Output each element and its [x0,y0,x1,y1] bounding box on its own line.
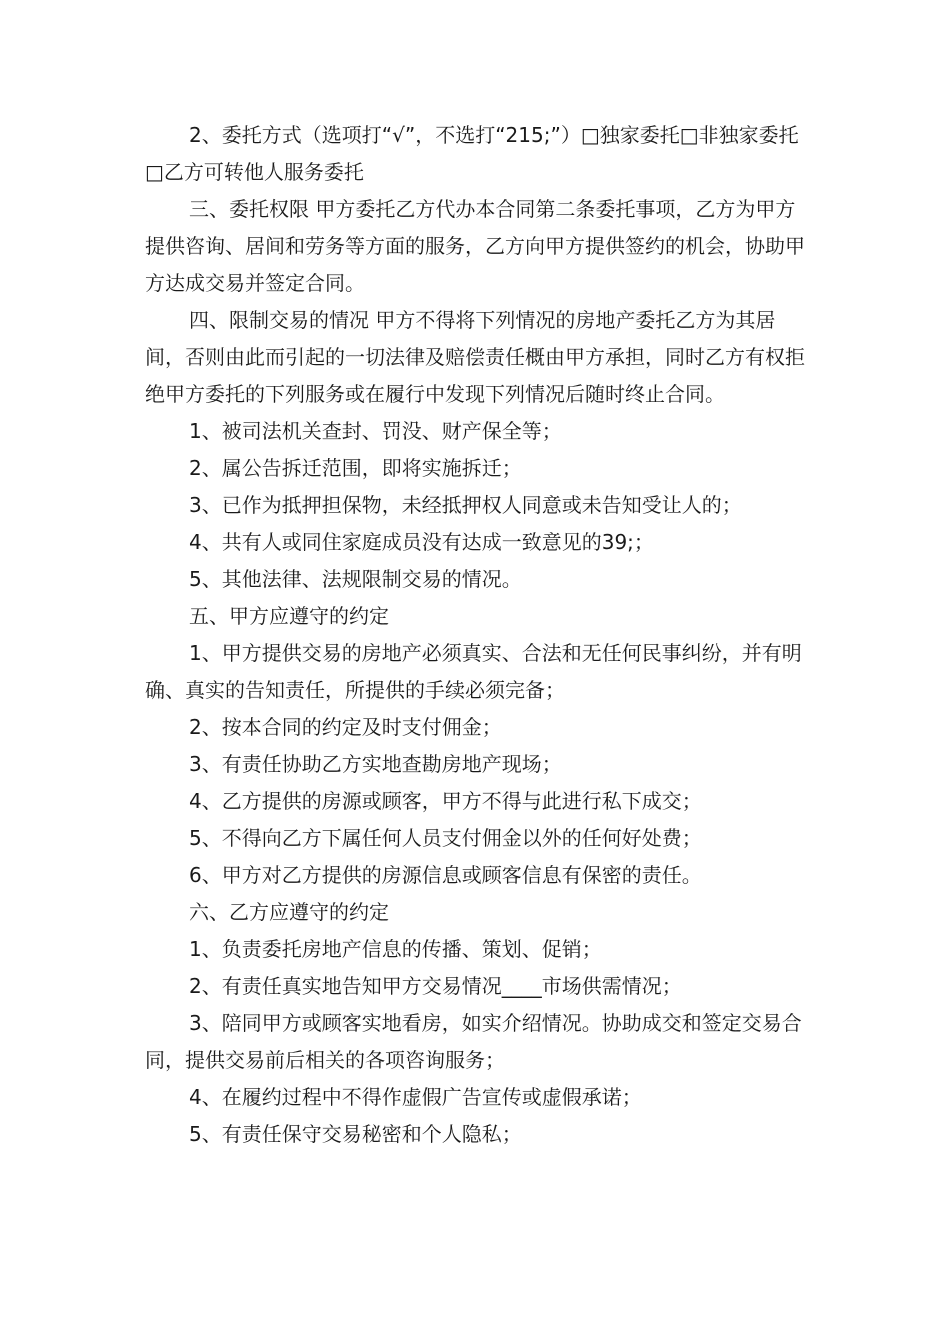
list-item: 3、陪同甲方或顾客实地看房，如实介绍情况。协助成交和签定交易合同，提供交易前后相关的各项咨询服务； [145,1011,802,1072]
list-item: 5、不得向乙方下属任何人员支付佣金以外的任何好处费； [189,826,702,850]
list-item: 6、甲方对乙方提供的房源信息或顾客信息有保密的责任。 [189,863,702,887]
list-item: 1、负责委托房地产信息的传播、策划、促销； [189,937,602,961]
list-item: 1、被司法机关查封、罚没、财产保全等； [189,419,562,443]
list-item: 4、在履约过程中不得作虚假广告宣传或虚假承诺； [189,1085,642,1109]
paragraph-delegation-scope: 三、委托权限 甲方委托乙方代办本合同第二条委托事项，乙方为甲方提供咨询、居间和劳务等方面的服务，乙方向甲方提供签约的机会，协助甲方达成交易并签定合同。 [145,197,805,295]
paragraph-trade-restrictions: 四、限制交易的情况 甲方不得将下列情况的房地产委托乙方为其居间，否则由此而引起的一切法律及赔偿责任概由甲方承担，同时乙方有权拒绝甲方委托的下列服务或在履行中发现下列情况后随时终止合同。 [145,308,805,406]
list-item: 3、有责任协助乙方实地查勘房地产现场； [189,752,562,776]
list-item: 5、其他法律、法规限制交易的情况。 [189,567,522,591]
list-item: 2、有责任真实地告知甲方交易情况____市场供需情况； [189,974,682,998]
document-body [145,117,810,1153]
list-item: 4、共有人或同住家庭成员没有达成一致意见的39;； [189,530,654,554]
paragraph-delegation-method: 2、委托方式（选项打“√”，不选打“215;”）□独家委托□非独家委托□乙方可转他人服务委托 [145,123,799,184]
list-item: 1、甲方提供交易的房地产必须真实、合法和无任何民事纠纷，并有明确、真实的告知责任，所提供的手续必须完备； [145,641,802,702]
list-item: 2、属公告拆迁范围，即将实施拆迁； [189,456,522,480]
list-item: 3、已作为抵押担保物，未经抵押权人同意或未告知受让人的； [189,493,742,517]
list-item: 5、有责任保守交易秘密和个人隐私； [189,1122,522,1146]
section-heading-party-b: 六、乙方应遵守的约定 [189,900,389,924]
list-item: 2、按本合同的约定及时支付佣金； [189,715,502,739]
list-item: 4、乙方提供的房源或顾客，甲方不得与此进行私下成交； [189,789,702,813]
section-heading-party-a: 五、甲方应遵守的约定 [189,604,389,628]
